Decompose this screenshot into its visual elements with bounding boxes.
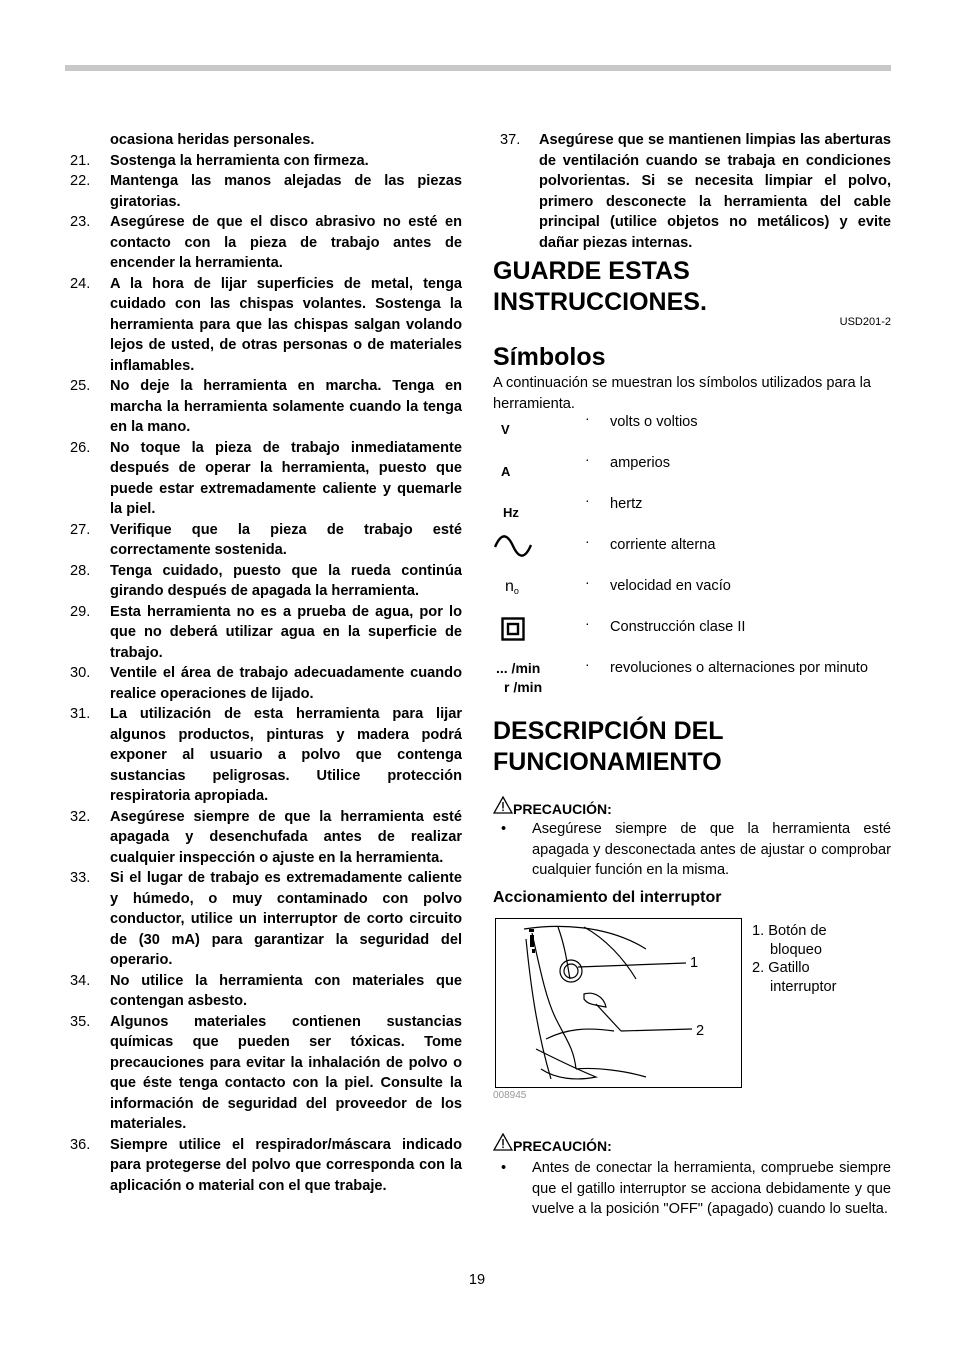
symbol-row: ... /min r /min · revoluciones o alternaciones por minuto — [496, 656, 868, 695]
figure-code: 008945 — [493, 1090, 527, 1101]
caution-heading: PRECAUCIÓN: — [493, 796, 891, 817]
simbolos-intro: A continuación se muestran los símbolos utilizados para la herramienta. — [493, 375, 872, 412]
class-ii-construction-icon — [501, 617, 525, 644]
caution-heading: PRECAUCIÓN: — [493, 1133, 891, 1154]
list-item: 31. La utilización de esta herramienta para lijar algunos productos, pinturas y madera podrá exponer al usuario a polvo que contenga sustancias peligrosas. Utilice protección respiratoria apropiada. — [70, 706, 462, 804]
symbol-row: Hz · hertz — [503, 492, 643, 520]
list-item: ocasiona heridas personales. — [110, 132, 315, 148]
right-column — [493, 130, 891, 907]
doc-code: USD201-2 — [839, 316, 891, 328]
switch-illustration — [495, 918, 742, 1088]
list-item: 26. No toque la pieza de trabajo inmediatamente después de operar la herramienta, puesto que puede estar extremadamente caliente y quemarle la piel. — [70, 439, 462, 517]
symbols-table — [493, 410, 891, 704]
section-title-descripcion: DESCRIPCIÓN DEL FUNCIONAMIENTO — [493, 717, 724, 776]
list-item: 37. Asegúrese que se mantienen limpias las aberturas de ventilación cuando se trabaja en condiciones polvorientas. Si se necesita limpiar el polvo, primero desconecte la herramienta del cable principal (utilice objetos no metálicos) y evite dañar piezas internas. — [500, 132, 891, 251]
per-minute-symbol: ... /min r /min — [496, 660, 543, 695]
symbol-row: A · amperios — [501, 451, 671, 479]
callout-2: 2 — [696, 1023, 705, 1039]
list-item: 23. Asegúrese de que el disco abrasivo no esté en contacto con la pieza de trabajo antes de encender la herramienta. — [70, 214, 462, 271]
list-item: 25. No deje la herramienta en marcha. Tenga en marcha la herramienta solamente cuando la tenga en la mano. — [70, 378, 462, 435]
caution-block-2 — [493, 1133, 891, 1220]
list-item: 36. Siempre utilice el respirador/máscara indicado para protegerse del polvo que corresponda con la aplicación o material con el que trabaje. — [70, 1136, 462, 1194]
list-item: 28. Tenga cuidado, puesto que la rueda continúa girando después de apagada la herramienta. — [70, 562, 462, 599]
list-item: 30. Ventile el área de trabajo adecuadamente cuando realice operaciones de lijado. — [70, 665, 462, 702]
section-title-guarde: GUARDE ESTAS INSTRUCCIONES. — [493, 257, 707, 316]
alternating-current-icon — [493, 535, 533, 560]
volt-symbol: V — [501, 422, 510, 437]
list-item: 22. Mantenga las manos alejadas de las piezas giratorias. — [70, 173, 462, 210]
list-item: 32. Asegúrese siempre de que la herramienta esté apagada y desenchufada antes de realizar cualquier inspección o ajuste en la herramienta. — [70, 808, 462, 866]
symbol-row: · corriente alterna — [493, 537, 891, 578]
warning-icon — [493, 1133, 513, 1154]
list-item: 33. Si el lugar de trabajo es extremadamente caliente y húmedo, o muy contaminado con polvo conductor, utilice un interruptor de corto circuito de (30 mA) para garantizar la seguridad del operario. — [70, 870, 462, 968]
hertz-symbol: Hz — [503, 505, 519, 520]
caution-bullet: • Antes de conectar la herramienta, compruebe siempre que el gatillo interruptor se acciona debidamente y que vuelve a la posición "OFF" (apagado) cuando lo suelta. — [501, 1160, 891, 1217]
section-title-simbolos: Símbolos — [493, 343, 606, 371]
symbol-row: V · volts o voltios — [501, 410, 698, 437]
list-item: 21. Sostenga la herramienta con firmeza. — [70, 152, 369, 169]
grinder-drawing — [496, 919, 741, 1087]
list-item: 35. Algunos materiales contienen sustancias químicas que pueden ser tóxicas. Tome precauciones para evitar la inhalación de polvo o que éste tenga contacto con la piel. Consulte la información de seguridad del proveedor de los materiales. — [70, 1013, 462, 1132]
page-number: 19 — [468, 1272, 486, 1288]
subsection-title: Accionamiento del interruptor — [493, 888, 722, 906]
no-load-speed-icon: no — [505, 578, 519, 596]
symbol-row: no · velocidad en vacío — [505, 574, 731, 596]
list-item: 29. Esta herramienta no es a prueba de agua, por lo que no deberá utilizar agua en la superficie de trabajo. — [70, 603, 462, 661]
left-column — [70, 130, 462, 1196]
ampere-symbol: A — [501, 464, 511, 479]
list-item: 27. Verifique que la pieza de trabajo esté correctamente sostenida. — [70, 521, 462, 558]
figure-legend: 1. Botón de bloqueo 2. Gatillo interruptor — [752, 923, 837, 995]
list-item: 24. A la hora de lijar superficies de metal, tenga cuidado con las chispas volantes. Sostenga la herramienta para que las chispas salgan volando lejos de usted, de otras personas o de materiales inflamables. — [70, 275, 462, 374]
callout-1: 1 — [690, 955, 699, 971]
caution-bullet: • Asegúrese siempre de que la herramienta esté apagada y desconectada antes de ajustar o comprobar cualquier función en la misma. — [501, 821, 891, 878]
warning-icon — [493, 796, 513, 817]
list-item: 34. No utilice la herramienta con materiales que contengan asbesto. — [70, 972, 462, 1009]
symbol-row: · Construcción clase II — [493, 619, 891, 660]
header-rule — [65, 65, 891, 71]
